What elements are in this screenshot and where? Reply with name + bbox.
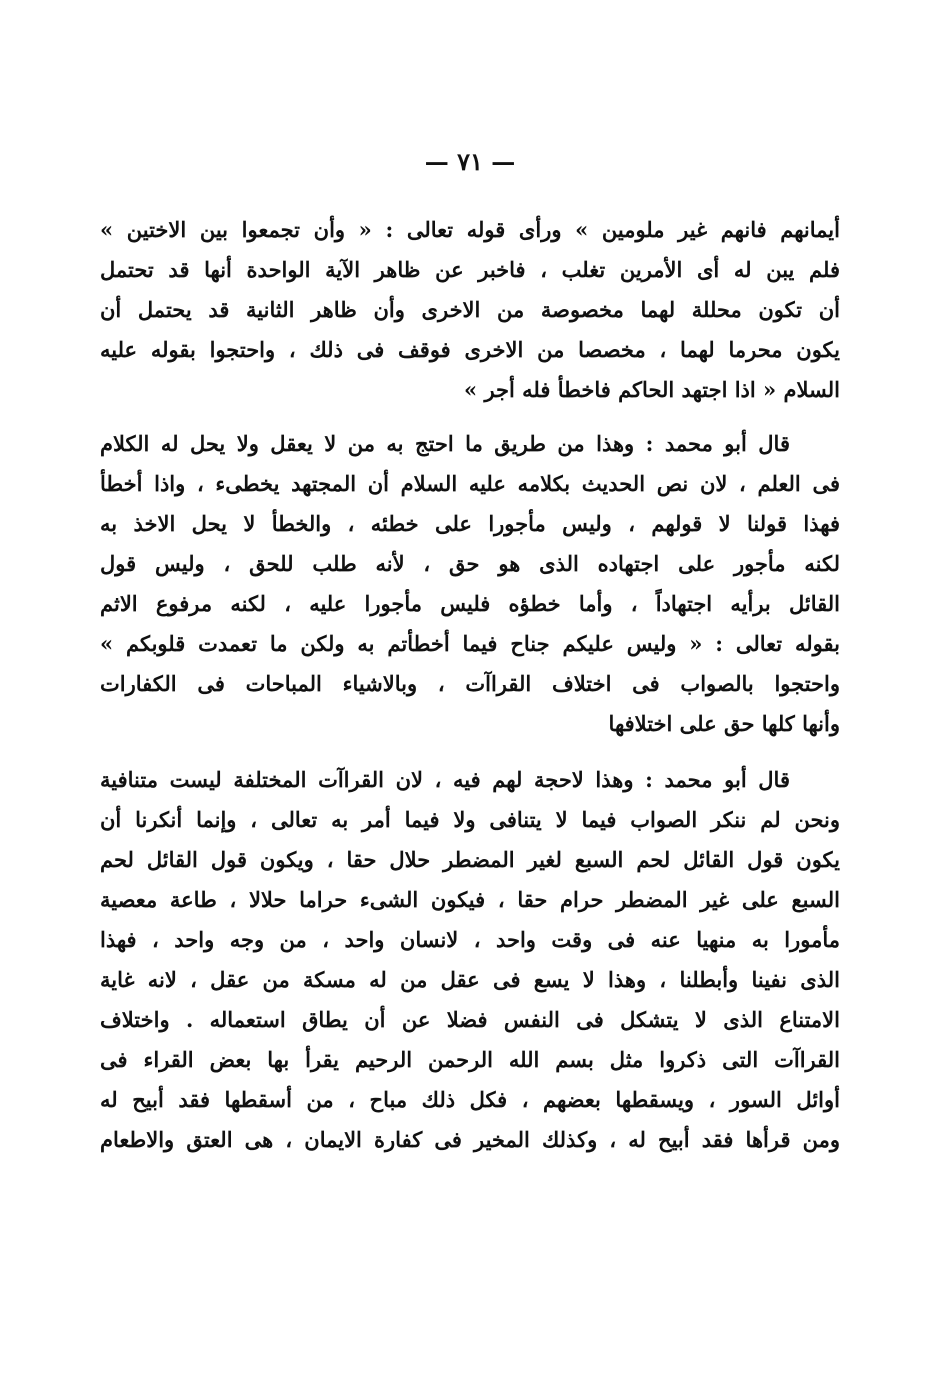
text-line: أيمانهم فانهم غير ملومين » ورأى قوله تعالى : « وأن تجمعوا بين الاختين »: [100, 217, 840, 242]
text-line: ونحن لم ننكر الصواب فيما لا يتنافى ولا فيما أمر به تعالى ، وإنما أنكرنا أن: [100, 807, 840, 832]
text-line: أوائل السور ، ويسقطها بعضهم ، فكل ذلك مباح ، من أسقطها فقد أبيح له: [100, 1087, 840, 1112]
text-line: أن تكون محللة لهما مخصوصة من الاخرى وأن ظاهر الثانية قد يحتمل أن: [100, 297, 840, 322]
paragraph-3: [100, 760, 840, 1160]
text-line: ومن قرأها فقد أبيح له ، وكذلك المخير فى كفارة الايمان ، هى العتق والاطعام: [100, 1127, 840, 1152]
text-line: مأمورا به منهيا عنه فى وقت واحد ، لانسان واحد ، من وجه واحد ، فهذا: [100, 927, 840, 952]
text-line: الذى نفينا وأبطلنا ، وهذا لا يسع فى عقل من له مسكة من عقل ، لانه غاية: [100, 967, 840, 992]
text-line: وأنها كلها حق على اختلافها: [608, 711, 840, 736]
text-line: بقوله تعالى : « وليس عليكم جناح فيما أخطأتم به ولكن ما تعمدت قلوبكم »: [100, 631, 840, 656]
text-line: السبع على غير المضطر حرام حقا ، فيكون الشىء حراما حلالا ، طاعة معصية: [100, 887, 840, 912]
text-line: يكون قول القائل لحم السبع لغير المضطر حلال حقا ، ويكون قول القائل لحم: [100, 847, 840, 872]
text-line: الامتناع الذى لا يتشكل فى النفس فضلا عن أن يطاق استعماله . واختلاف: [100, 1007, 840, 1032]
text-line: فلم يبن له أى الأمرين تغلب ، فاخبر عن ظاهر الآية الواحدة أنها قد تحتمل: [100, 257, 840, 282]
text-line: لكنه مأجور على اجتهاده الذى هو حق ، لأنه طلب للحق ، وليس قول: [100, 551, 840, 576]
text-line: فى العلم ، لان نص الحديث بكلامه عليه السلام أن المجتهد يخطىء ، واذا أخطأ: [100, 471, 840, 496]
text-line: يكون محرما لهما ، مخصصا من الاخرى فوقف فى ذلك ، واحتجوا بقوله عليه: [100, 337, 840, 362]
page-number: — ٧١ —: [424, 147, 516, 176]
text-line: السلام « اذا اجتهد الحاكم فاخطأ فله أجر »: [464, 377, 840, 402]
text-line: قال أبو محمد : وهذا لاحجة لهم فيه ، لان القراآت المختلفة ليست متنافية: [100, 767, 790, 792]
text-line: القراآت التى ذكروا مثل بسم الله الرحمن الرحيم يقرأ بها بعض القراء فى: [100, 1047, 840, 1072]
paragraph-1: [100, 210, 840, 410]
text-line: قال أبو محمد : وهذا من طريق ما احتج به من لا يعقل ولا يحل له الكلام: [100, 431, 790, 456]
text-line: فهذا قولنا لا قولهم ، وليس مأجورا على خطئه ، والخطأ لا يحل الاخذ به: [100, 511, 840, 536]
text-line: القائل برأيه اجتهاداً ، وأما خطؤه فليس مأجورا عليه ، لكنه مرفوع الاثم: [100, 591, 840, 616]
paragraph-2: [100, 424, 840, 744]
text-line: واحتجوا بالصواب فى اختلاف القراآت ، وبالاشياء المباحات فى الكفارات: [100, 671, 840, 696]
